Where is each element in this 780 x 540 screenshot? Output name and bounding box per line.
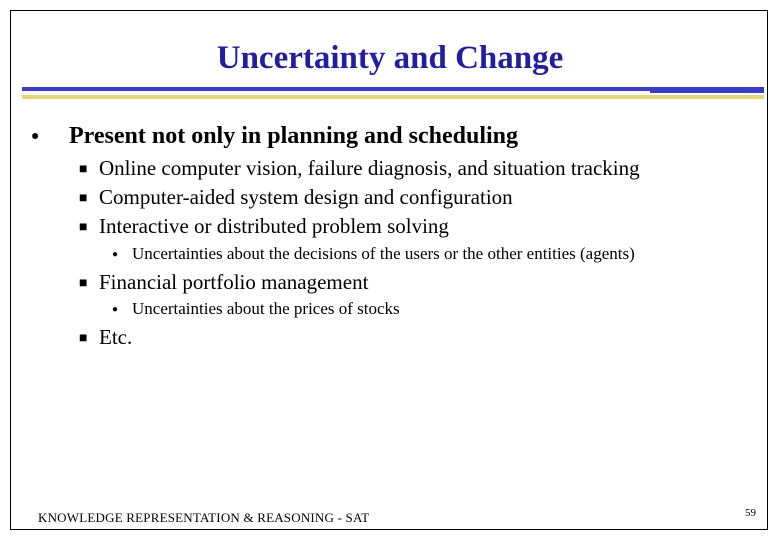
list-item-text: Financial portfolio management xyxy=(99,270,369,294)
circle-bullet-icon: ● xyxy=(31,129,40,144)
sub-list-item-text: Uncertainties about the prices of stocks xyxy=(132,299,400,318)
sub-list-item xyxy=(112,298,400,321)
main-point xyxy=(31,121,518,152)
list-item xyxy=(79,269,368,297)
square-bullet-icon: ■ xyxy=(79,331,88,346)
title-underline-accent xyxy=(650,90,764,93)
list-item-text: Computer-aided system design and configuration xyxy=(99,185,513,209)
square-bullet-icon: ■ xyxy=(79,220,88,235)
sub-list-item-text: Uncertainties about the decisions of the users or the other entities (agents) xyxy=(132,244,635,263)
square-bullet-icon: ■ xyxy=(79,191,88,206)
list-item-text: Online computer vision, failure diagnosis, and situation tracking xyxy=(99,156,640,180)
circle-bullet-icon: ● xyxy=(112,304,119,315)
list-item xyxy=(79,324,132,352)
list-item xyxy=(79,155,640,183)
slide-title: Uncertainty and Change xyxy=(216,40,564,76)
main-point-text: Present not only in planning and scheduling xyxy=(69,123,519,149)
title-underline-gold xyxy=(22,95,764,99)
list-item-text: Etc. xyxy=(99,325,133,349)
square-bullet-icon: ■ xyxy=(79,162,88,177)
sub-list-item xyxy=(112,243,635,266)
slide-footer: KNOWLEDGE REPRESENTATION & REASONING - SAT xyxy=(38,510,370,525)
square-bullet-icon: ■ xyxy=(79,276,88,291)
list-item xyxy=(79,213,449,241)
page-number: 59 xyxy=(745,507,756,519)
list-item-text: Interactive or distributed problem solving xyxy=(99,214,449,238)
list-item xyxy=(79,184,513,212)
circle-bullet-icon: ● xyxy=(112,249,119,260)
